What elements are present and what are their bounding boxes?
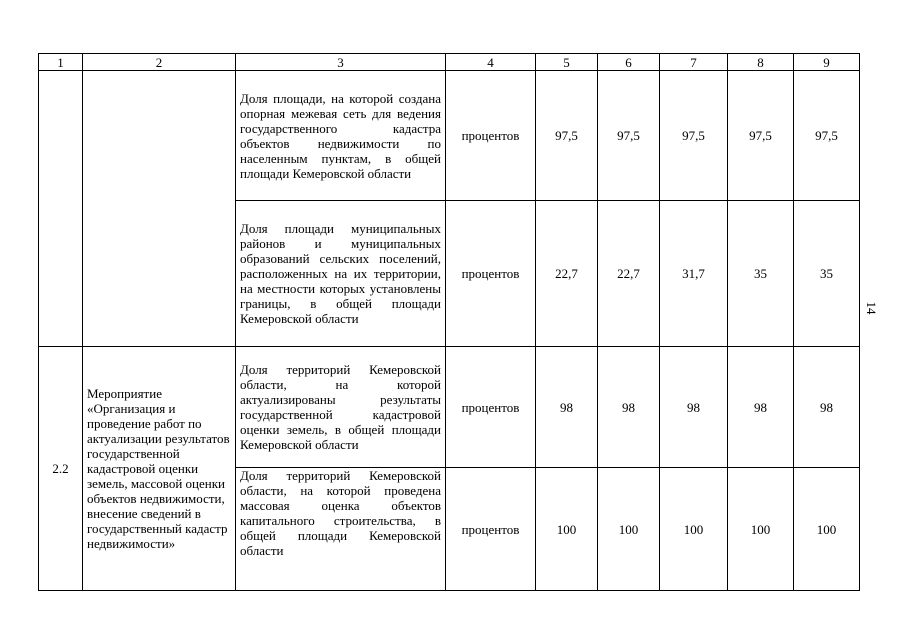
value-cell: 100 bbox=[794, 468, 860, 591]
value-cell: 97,5 bbox=[728, 71, 794, 201]
header-cell: 3 bbox=[236, 54, 446, 71]
unit-cell: процентов bbox=[446, 468, 536, 591]
value-cell: 35 bbox=[728, 201, 794, 347]
value-cell: 22,7 bbox=[536, 201, 598, 347]
value-cell: 31,7 bbox=[660, 201, 728, 347]
value-cell: 97,5 bbox=[794, 71, 860, 201]
header-cell: 4 bbox=[446, 54, 536, 71]
header-cell: 1 bbox=[39, 54, 83, 71]
empty-code-cell bbox=[39, 71, 83, 347]
header-cell: 5 bbox=[536, 54, 598, 71]
indicator-cell: Доля площади муниципальных районов и муниципальных образований сельских поселений, расположенных на их территории, на местности которых установлены границы, в общей площади Кемеровской области bbox=[236, 201, 446, 347]
unit-cell: процентов bbox=[446, 347, 536, 468]
value-cell: 98 bbox=[598, 347, 660, 468]
header-cell: 7 bbox=[660, 54, 728, 71]
header-cell: 6 bbox=[598, 54, 660, 71]
indicator-cell: Доля территорий Кемеровской области, на которой актуализированы результаты государственной кадастровой оценки земель, в общей площади Кемеровской области bbox=[236, 347, 446, 468]
value-cell: 97,5 bbox=[536, 71, 598, 201]
value-cell: 98 bbox=[536, 347, 598, 468]
table-row bbox=[39, 71, 860, 201]
indicator-cell: Доля площади, на которой создана опорная межевая сеть для ведения государственного кадастра объектов недвижимости по населенным пунктам, в общей площади Кемеровской области bbox=[236, 71, 446, 201]
value-cell: 98 bbox=[794, 347, 860, 468]
value-cell: 35 bbox=[794, 201, 860, 347]
measure-name-cell: Мероприятие «Организация и проведение работ по актуализации результатов государственной кадастровой оценки земель, массовой оценки объектов недвижимости, внесение сведений в государственный кадастр недвижимости» bbox=[83, 347, 236, 591]
header-cell: 8 bbox=[728, 54, 794, 71]
value-cell: 100 bbox=[536, 468, 598, 591]
header-row bbox=[39, 54, 860, 71]
empty-name-cell bbox=[83, 71, 236, 347]
value-cell: 100 bbox=[728, 468, 794, 591]
unit-cell: процентов bbox=[446, 201, 536, 347]
indicators-table bbox=[38, 53, 860, 591]
header-cell: 9 bbox=[794, 54, 860, 71]
value-cell: 98 bbox=[660, 347, 728, 468]
page-number: 14 bbox=[864, 301, 879, 315]
value-cell: 98 bbox=[728, 347, 794, 468]
measure-code-cell: 2.2 bbox=[39, 347, 83, 591]
value-cell: 97,5 bbox=[660, 71, 728, 201]
header-cell: 2 bbox=[83, 54, 236, 71]
value-cell: 100 bbox=[660, 468, 728, 591]
value-cell: 97,5 bbox=[598, 71, 660, 201]
indicator-cell: Доля территорий Кемеровской области, на которой проведена массовая оценка объектов капитального строительства, в общей площади Кемеровской области bbox=[236, 468, 446, 591]
table-row bbox=[39, 347, 860, 468]
value-cell: 22,7 bbox=[598, 201, 660, 347]
value-cell: 100 bbox=[598, 468, 660, 591]
unit-cell: процентов bbox=[446, 71, 536, 201]
